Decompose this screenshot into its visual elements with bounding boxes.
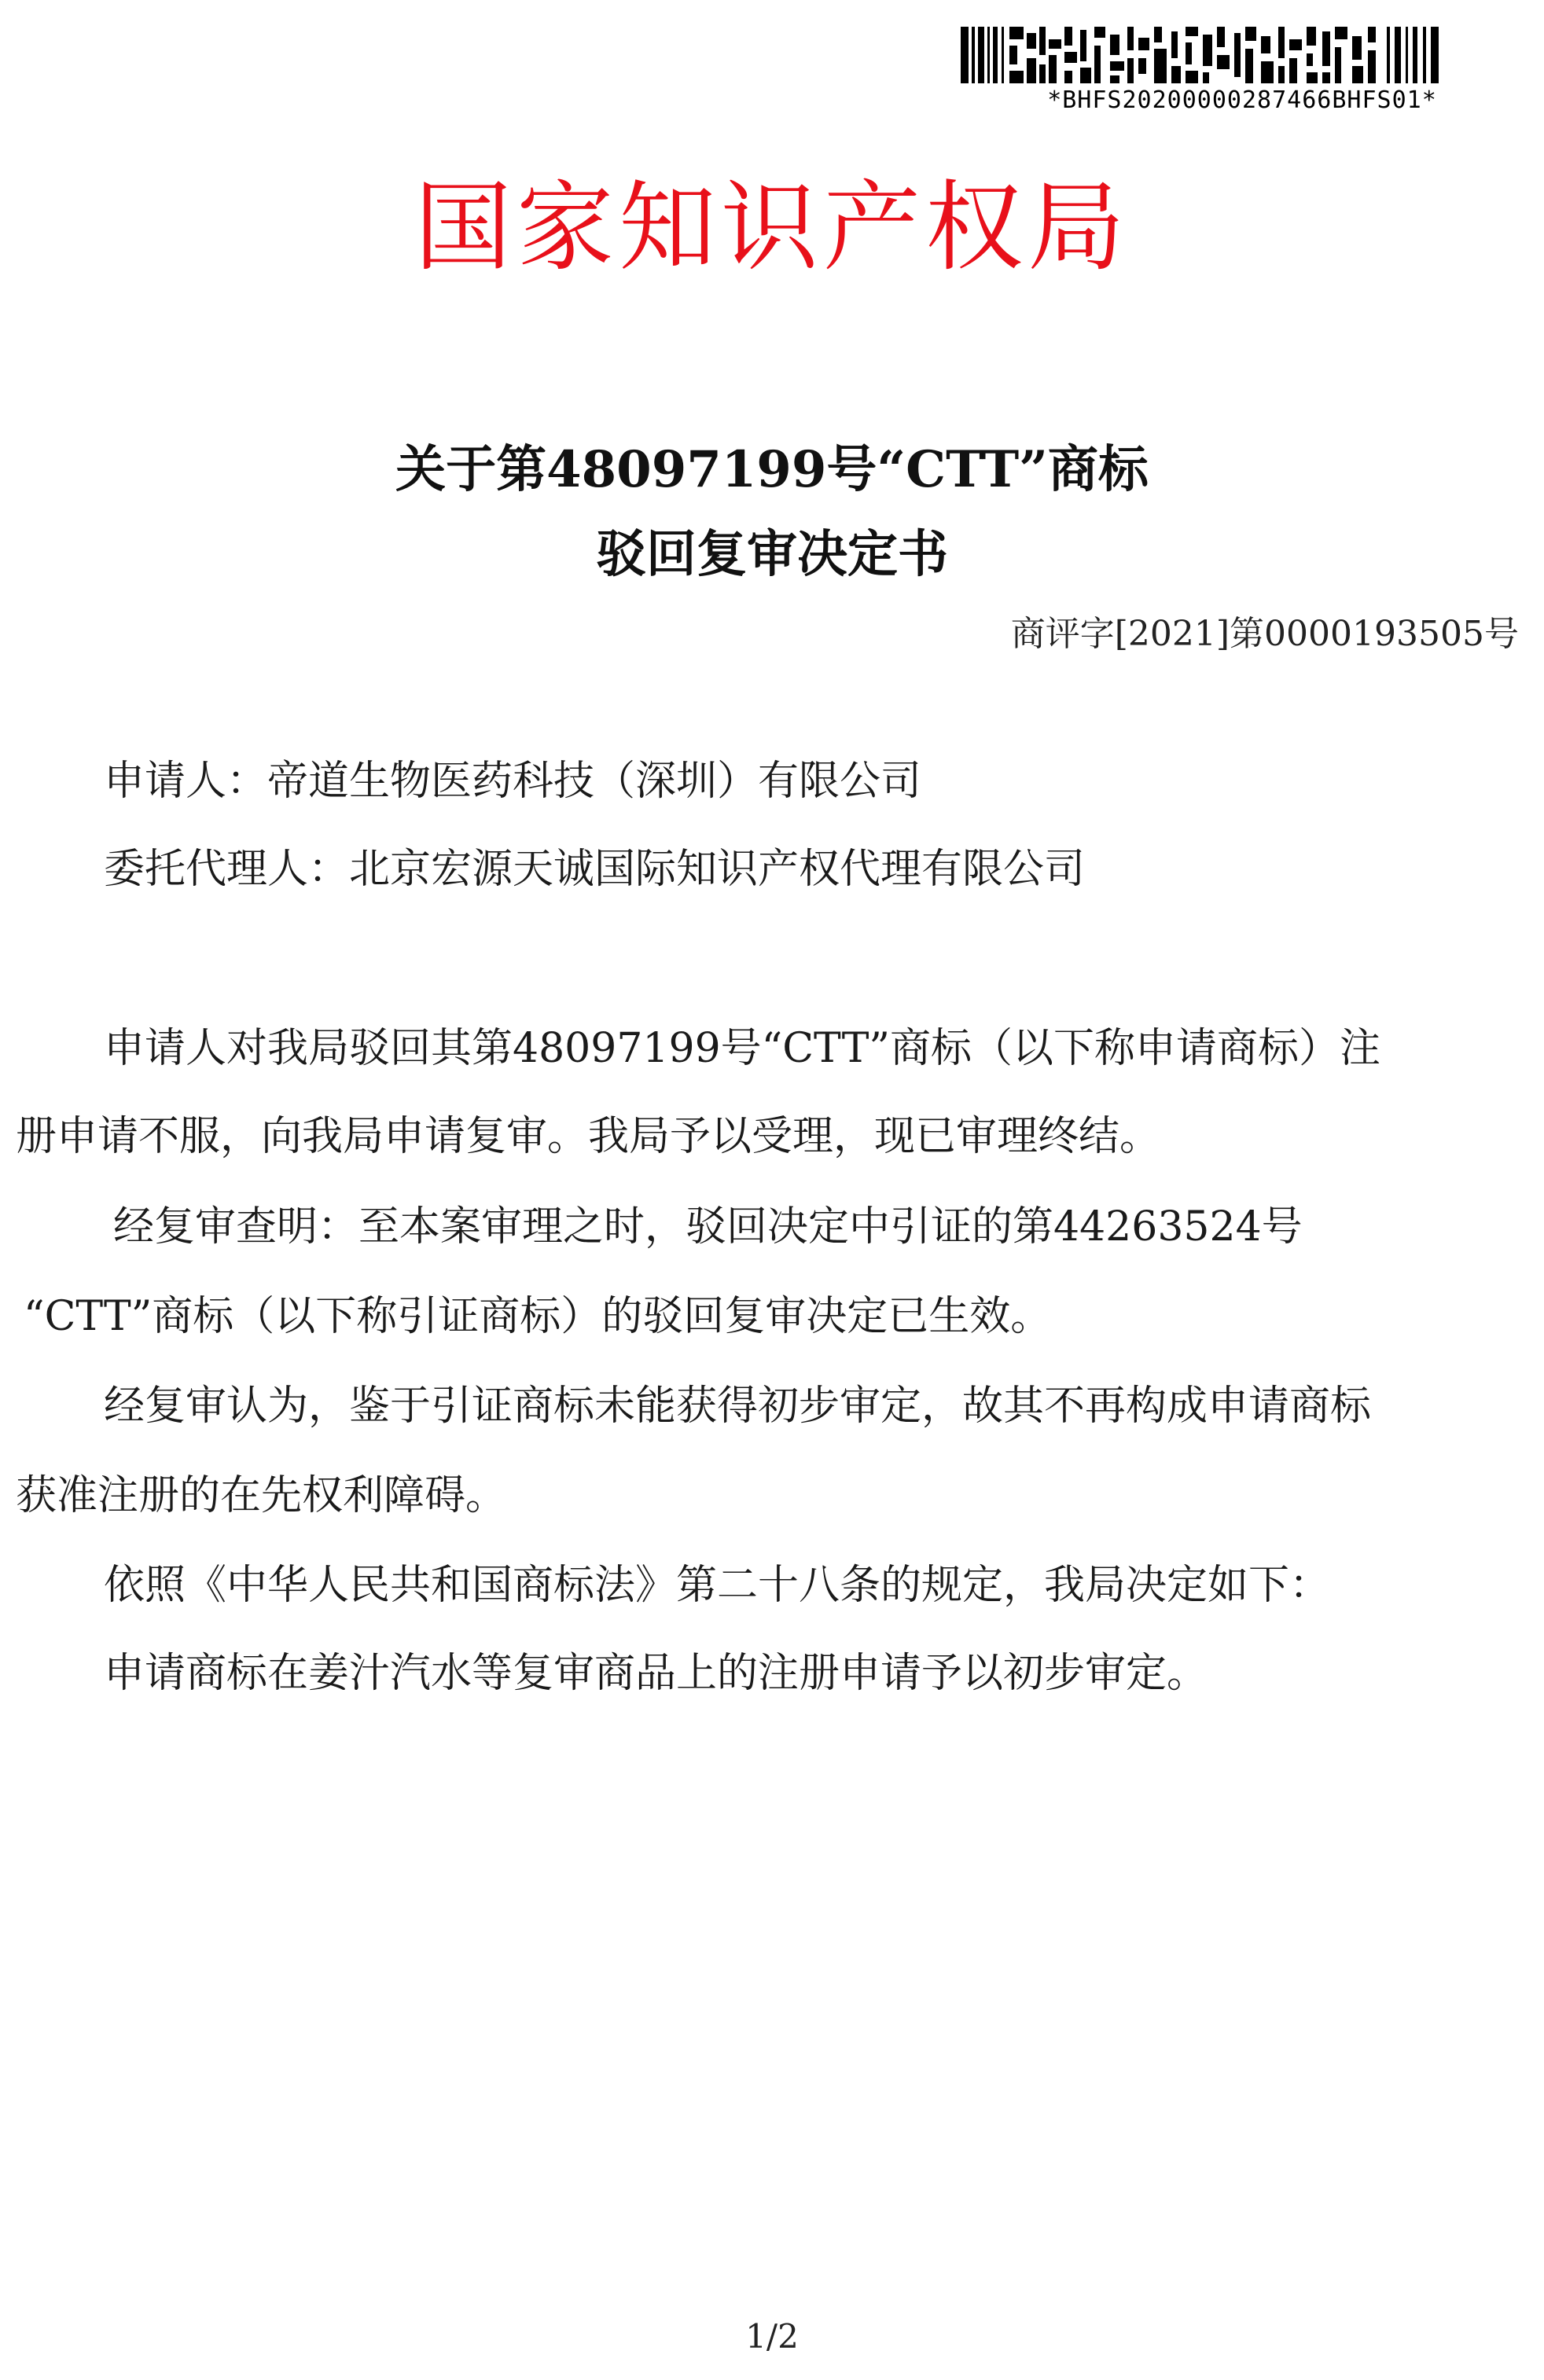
paragraph-1-line-2: 册申请不服，向我局申请复审。我局予以受理，现已审理终结。 — [16, 1113, 1161, 1160]
office-name: 国家知识产权局 — [414, 171, 1130, 285]
paragraph-1-line-1: 申请人对我局驳回其第48097199号“CTT”商标（以下称申请商标）注 — [104, 1025, 1380, 1072]
barcode-number: *BHFS20200000287466BHFS01* — [1047, 86, 1437, 114]
paragraph-2-line-2: “CTT”商标（以下称引证商标）的驳回复审决定已生效。 — [24, 1293, 1052, 1340]
paragraph-2-line-1: 经复审查明：至本案审理之时，驳回决定中引证的第44263524号 — [113, 1203, 1303, 1251]
paragraph-3-line-1: 经复审认为，鉴于引证商标未能获得初步审定，故其不再构成申请商标 — [104, 1383, 1372, 1430]
document-title-line2: 驳回复审决定书 — [596, 525, 948, 584]
paragraph-3-line-2: 获准注册的在先权利障碍。 — [16, 1472, 507, 1519]
decision-line: 申请商标在姜汁汽水等复审商品上的注册申请予以初步审定。 — [104, 1650, 1208, 1697]
page-number: 1/2 — [745, 2317, 799, 2356]
document-title-line1: 关于第48097199号“CTT”商标 — [395, 440, 1149, 499]
paragraph-4-line-1: 依照《中华人民共和国商标法》第二十八条的规定，我局决定如下： — [104, 1562, 1331, 1609]
barcode — [961, 27, 1448, 83]
applicant-line: 申请人：帝道生物医药科技（深圳）有限公司 — [104, 758, 922, 805]
agent-line: 委托代理人：北京宏源天诚国际知识产权代理有限公司 — [104, 846, 1086, 893]
document-number: 商评字[2021]第0000193505号 — [1010, 614, 1519, 654]
